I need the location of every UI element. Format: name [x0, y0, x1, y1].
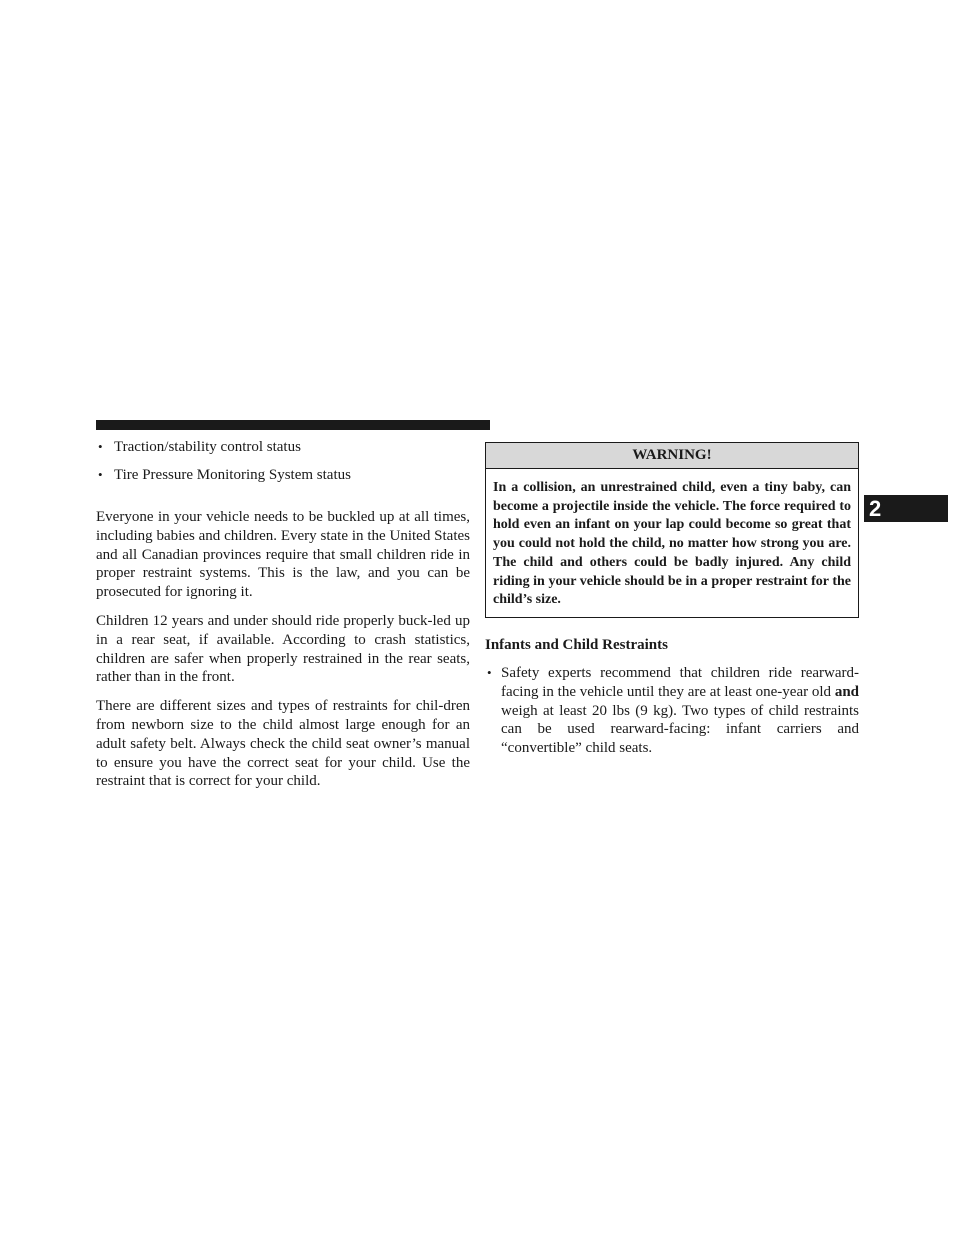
bullet-text: weigh at least 20 lbs (9 kg). Two types of child restraints can be used rearward-facing: infant carriers and “convertible” child seats. — [501, 702, 859, 757]
restraint-bullet-list — [485, 664, 859, 758]
section-rule — [96, 420, 490, 430]
section-subheading: Infants and Child Restraints — [485, 636, 668, 653]
list-item: • Traction/stability control status — [96, 436, 470, 458]
warning-box — [485, 442, 859, 618]
list-item: • Tire Pressure Monitoring System status — [96, 464, 470, 486]
bullet-emphasis: and — [834, 683, 859, 700]
body-paragraph: There are different sizes and types of restraints for chil-dren from newborn size to the child almost large enough for an adult safety belt. Always check the child seat owner’s manual to ensure you have the correct seat for your child. Use the restraint that is correct for your child. — [96, 698, 470, 790]
body-paragraph: Children 12 years and under should ride properly buck-led up in a rear seat, if available. According to crash statistics, children are safer when properly restrained in the rear seats, rather than in the front. — [96, 612, 470, 686]
left-column — [96, 436, 470, 791]
right-column — [485, 442, 859, 758]
warning-text: In a collision, an unrestrained child, even a tiny baby, can become a projectile inside the vehicle. The force required to hold even an infant on your lap could become so great that you could not hold the child, no matter how strong you are. The child and others could be badly injured. Any child riding in your vehicle should be in a proper restraint for the child’s size. — [493, 480, 851, 608]
status-bullet-list — [96, 436, 470, 486]
warning-title: WARNING! — [486, 443, 858, 469]
body-paragraph: Everyone in your vehicle needs to be buckled up at all times, including babies and children. Every state in the United States and all Canadian provinces require that small children ride in proper restraint systems. This is the law, and you can be prosecuted for ignoring it. — [96, 509, 470, 601]
bullet-text: Safety experts recommend that children ride rearward-facing in the vehicle until they are at least one-year old — [501, 664, 859, 700]
list-item — [485, 664, 859, 758]
chapter-tab: 2 — [864, 495, 948, 522]
